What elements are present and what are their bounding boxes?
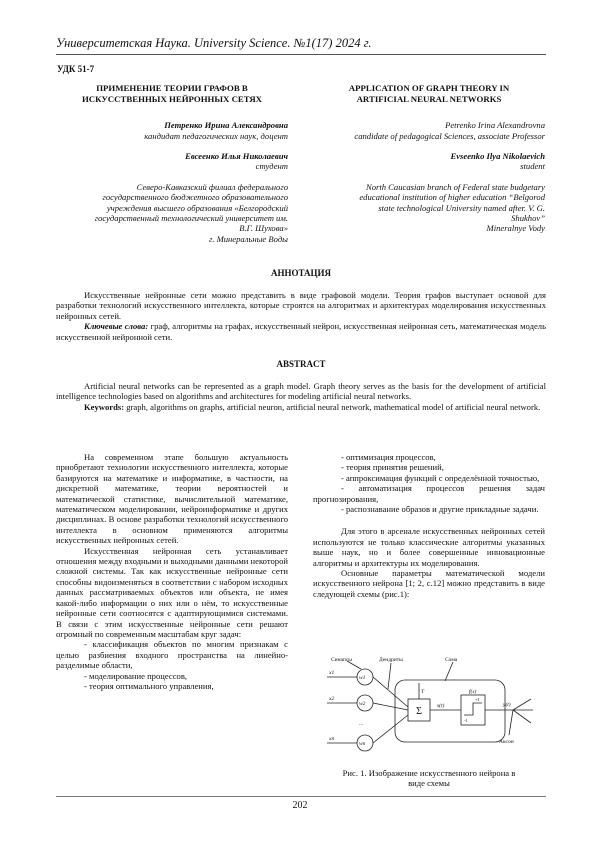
en-affiliation-city: Mineralnye Vody (486, 223, 545, 234)
ru-author-2: Евсеенко Илья Николаевич (185, 151, 288, 161)
annotation-heading: АННОТАЦИЯ (270, 268, 332, 278)
figure-caption-line-1: Рис. 1. Изображение искусственного нейрона в (342, 768, 516, 778)
ru-meta (56, 83, 288, 244)
axon-branch (513, 699, 531, 710)
label-x1: x1 (329, 670, 335, 676)
list-item: - распознавание образов и другие прикладные задачи. (341, 504, 539, 515)
left-body-column (56, 452, 288, 691)
body-paragraph: Основные параметры математической модели искусственного нейрона [1; 2, с.12] можно представить в виде следующей схемы (рис.1): (313, 568, 545, 599)
ru-author-1: Петренко Ирина Александровна (164, 120, 288, 131)
label-yt: y(t) (503, 702, 511, 708)
keywords-ru-label: Ключевые слова: (84, 321, 149, 332)
label-wn: wn (359, 741, 366, 747)
annotation-text: Искусственные нейронные сети можно представить в виде графовой модели. Теория графов выступает основой для разработки технологий искусственного интеллекта, которые строятся на алгоритмах и архитектурах моделирования искусственных нейронных сетей. (56, 290, 546, 321)
keywords-ru-text: граф, алгоритмы на графах, искусственный нейрон, искусственная нейронная сеть, математическая модель искусственной нейронной сети. (56, 321, 546, 342)
ru-affiliation-line: В.Г. Шухова» (239, 223, 288, 234)
en-title-line-1: APPLICATION OF GRAPH THEORY IN (348, 83, 510, 93)
label-synapses: Синапсы (331, 657, 353, 663)
ru-affiliation-line: учреждения высшего образования «Белгородский (106, 202, 288, 213)
list-item: - оптимизация процессов, (341, 452, 436, 462)
label-xn: xn (329, 736, 335, 742)
annotation-block (56, 290, 546, 342)
dendrite-n (373, 715, 408, 743)
en-affiliation-line: educational institution of higher education “Belgorod (359, 192, 545, 203)
label-plus-one: +1 (475, 697, 480, 702)
label-x2: x2 (329, 696, 335, 702)
dendrite-pointer (388, 663, 391, 689)
ru-affiliation-city: г. Минеральные Воды (209, 233, 288, 244)
en-author-2: Evseenko Ilya Nikolaevich (450, 151, 545, 161)
axon-branch (513, 710, 531, 723)
en-title-line-2: ARTIFICIAL NEURAL NETWORKS (356, 93, 502, 104)
list-item: - классификация объектов по многим признакам с целью разбиения входного пространства на линейно-разделимые области, (56, 639, 288, 671)
ru-title-line-2: ИСКУССТВЕННЫХ НЕЙРОННЫХ СЕТЯХ (81, 93, 263, 104)
list-item: - автоматизация процессов решения задач прогнозирования, (313, 483, 545, 504)
abstract-text: Artificial neural networks can be represented as a graph model. Graph theory serves as the basis for the development of artificial intelligence technologies based on algorithms and architectures for modeling artificial neural networks. (56, 381, 546, 402)
footer-rule (56, 796, 546, 797)
keywords-en-label: Keywords: (84, 401, 125, 412)
abstract-block (56, 381, 546, 412)
en-meta (313, 83, 545, 234)
keywords-en-text: graph, algorithms on graphs, artificial neuron, artificial neural network, mathematical model of artificial neural network. (124, 401, 541, 412)
en-author-2-role: student (520, 161, 545, 172)
soma-box (395, 680, 505, 742)
label-soma: Сома (445, 657, 458, 663)
ru-affiliation-line: Северо-Кавказский филиал федерального (136, 181, 288, 192)
list-item: - теория оптимального управления, (84, 680, 214, 691)
label-sum: Σ (416, 706, 422, 717)
label-dots: ... (359, 721, 364, 727)
label-axon: Аксон (499, 739, 514, 745)
en-author-1-role: candidate of pedagogical Sciences, associate Professor (354, 130, 545, 141)
abstract-heading: ABSTRACT (276, 359, 326, 369)
page-number: 202 (292, 800, 308, 811)
dendrite-1 (373, 677, 408, 707)
ru-author-1-role: кандидат педагогических наук, доцент (144, 130, 288, 141)
udk-code: УДК 51-7 (57, 64, 95, 74)
figure-caption-line-2: виде схемы (408, 778, 450, 789)
activation-step (464, 703, 482, 715)
body-paragraph: Искусственная нейронная сеть устанавливает отношения между входными и выходными данными некоторой сложной системы. Так как искусственные нейронные сети способны видоизменяться в соответствии с набором исходных данных рассматриваемых объектов или объекта, не имея какой-либо информации о них или о нём, то искусственные нейронные сети соотносятся с адаптирующимися системами. В связи с этим искусственные нейронные сети решают огромный по современным масштабам круг задач: (56, 545, 288, 639)
body-paragraph: Для этого в арсенале искусственных нейронных сетей используются не только классические алгоритмы указанных выше наук, но и более совершенные инновационные алгоритмы и архитектуры их моделирования. (313, 526, 545, 568)
label-st: s(t) (437, 703, 445, 709)
ru-title-line-1: ПРИМЕНЕНИЕ ТЕОРИИ ГРАФОВ В (96, 83, 248, 93)
dendrite-2 (373, 703, 408, 710)
neuron-diagram (313, 655, 545, 760)
label-w2: w2 (359, 701, 366, 707)
en-author-1: Petrenko Irina Alexandrovna (445, 120, 545, 131)
ru-author-2-role: студент (255, 161, 288, 172)
figure-caption (313, 768, 545, 789)
en-affiliation-line: Shukhov” (511, 213, 545, 224)
label-threshold: T (421, 689, 425, 695)
en-affiliation-line: state technological University named after. V. G. (378, 202, 545, 213)
body-paragraph: На современном этапе большую актуальность приобретают технологии искусственного интеллекта, которые базируются на математике и информатике, в частности, на дискретной математике, теории вероятностей и математической статистике, вычислительной математике, математическом моделировании, нейроинформатике и других дисциплинах. В основе разработки технологий искусственного интеллекта в основном применяются алгоритмы искусственных нейронных сетей. (56, 452, 288, 546)
en-affiliation-line: North Caucasian branch of Federal state budgetary (365, 181, 545, 192)
ru-affiliation-line: государственный технологический университет им. (94, 213, 288, 224)
soma-pointer (445, 662, 453, 681)
ru-affiliation-line: государственного бюджетного образовательного (102, 192, 288, 203)
label-dendrites: Дендриты (379, 657, 403, 663)
label-fs: f(s) (469, 689, 477, 695)
list-item: - аппроксимация функций с определённой точностью, (341, 472, 540, 483)
axon-pointer (509, 710, 513, 735)
journal-header: Университетская Наука. University Science. №1(17) 2024 г. (56, 36, 546, 55)
list-item: - моделирование процессов, (84, 670, 188, 681)
list-item: - теория принятия решений, (341, 462, 444, 473)
right-body-column (313, 452, 545, 599)
label-minus-one: -1 (464, 718, 468, 723)
label-w1: w1 (359, 675, 366, 681)
